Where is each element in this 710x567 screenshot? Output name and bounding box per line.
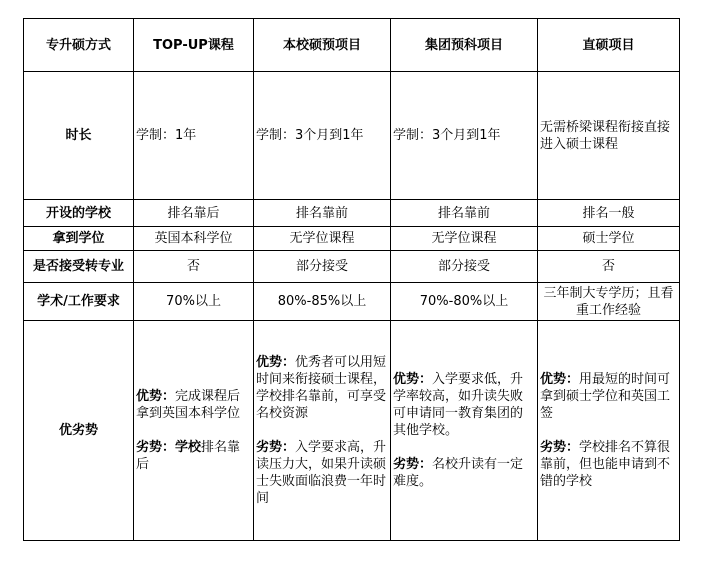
con-content: 学校排名不算很靠前，但也能申请到不错的学校 xyxy=(540,440,671,489)
paragraph-gap xyxy=(540,422,677,439)
pro-text xyxy=(393,371,535,439)
cell-pros-cons-in-house xyxy=(254,321,391,541)
cell-degree-group: 无学位课程 xyxy=(391,227,538,251)
paragraph-gap xyxy=(136,422,251,439)
pro-content: 入学要求低，升学率较高，如升读失败可申请同一教育集团的其他学校。 xyxy=(393,372,524,438)
cell-major-change-group: 部分接受 xyxy=(391,251,538,283)
row-label-pros-cons: 优劣势 xyxy=(24,321,134,541)
row-label-duration: 时长 xyxy=(24,72,134,200)
pro-content: 优秀者可以用短时间来衔接硕士课程，学校排名靠前，可享受名校资源 xyxy=(256,355,387,421)
cell-schools-direct: 排名一般 xyxy=(538,200,680,227)
con-content: 入学要求高，升读压力大，如果升读硕士失败面临浪费一年时间 xyxy=(256,440,387,506)
comparison-table xyxy=(23,18,680,541)
pro-content: 用最短的时间可拿到硕士学位和英国工签 xyxy=(540,372,671,421)
pro-content: 完成课程后拿到英国本科学位 xyxy=(136,389,241,421)
pro-label: 优势： xyxy=(256,355,296,370)
cell-requirements-direct: 三年制大专学历；且看重工作经验 xyxy=(538,283,680,321)
header-direct-master: 直硕项目 xyxy=(538,19,680,72)
cell-duration-top-up: 学制：1年 xyxy=(134,72,254,200)
pro-text xyxy=(256,354,388,422)
header-row xyxy=(24,19,680,72)
header-group-foundation: 集团预科项目 xyxy=(391,19,538,72)
cell-duration-group: 学制：3个月到1年 xyxy=(391,72,538,200)
row-requirements xyxy=(24,283,680,321)
pro-label: 优势： xyxy=(393,372,433,387)
cell-requirements-top-up: 70%以上 xyxy=(134,283,254,321)
con-label: 劣势： xyxy=(393,457,433,472)
con-label: 劣势： xyxy=(256,440,296,455)
cell-pros-cons-top-up xyxy=(134,321,254,541)
row-label-major-change: 是否接受转专业 xyxy=(24,251,134,283)
cell-major-change-direct: 否 xyxy=(538,251,680,283)
con-label: 劣势： xyxy=(136,440,176,455)
header-top-up: TOP-UP课程 xyxy=(134,19,254,72)
pro-label: 优势： xyxy=(540,372,580,387)
cell-major-change-top-up: 否 xyxy=(134,251,254,283)
cell-requirements-group: 70%-80%以上 xyxy=(391,283,538,321)
cell-requirements-in-house: 80%-85%以上 xyxy=(254,283,391,321)
con-content: 排名靠后 xyxy=(136,440,241,472)
paragraph-gap xyxy=(393,439,535,456)
row-degree xyxy=(24,227,680,251)
pro-text xyxy=(540,371,677,422)
header-method: 专升硕方式 xyxy=(24,19,134,72)
pro-label: 优势： xyxy=(136,389,176,404)
row-label-degree: 拿到学位 xyxy=(24,227,134,251)
cell-schools-in-house: 排名靠前 xyxy=(254,200,391,227)
cell-degree-in-house: 无学位课程 xyxy=(254,227,391,251)
con-label: 劣势： xyxy=(540,440,580,455)
row-schools xyxy=(24,200,680,227)
row-label-requirements: 学术/工作要求 xyxy=(24,283,134,321)
header-in-house-pre-master: 本校硕预项目 xyxy=(254,19,391,72)
cell-degree-direct: 硕士学位 xyxy=(538,227,680,251)
paragraph-gap xyxy=(256,422,388,439)
con-text xyxy=(393,456,535,490)
cell-duration-in-house: 学制：3个月到1年 xyxy=(254,72,391,200)
cell-schools-group: 排名靠前 xyxy=(391,200,538,227)
cell-degree-top-up: 英国本科学位 xyxy=(134,227,254,251)
con-text xyxy=(256,439,388,507)
con-content: 名校升读有一定难度。 xyxy=(393,457,524,489)
cell-major-change-in-house: 部分接受 xyxy=(254,251,391,283)
cell-pros-cons-group xyxy=(391,321,538,541)
row-label-schools: 开设的学校 xyxy=(24,200,134,227)
row-duration xyxy=(24,72,680,200)
row-major-change xyxy=(24,251,680,283)
con-text xyxy=(540,439,677,490)
con-bold-content: 学校 xyxy=(175,440,202,455)
con-text xyxy=(136,439,251,473)
pro-text xyxy=(136,388,251,422)
cell-schools-top-up: 排名靠后 xyxy=(134,200,254,227)
cell-duration-direct: 无需桥梁课程衔接直接进入硕士课程 xyxy=(538,72,680,200)
row-pros-cons xyxy=(24,321,680,541)
cell-pros-cons-direct xyxy=(538,321,680,541)
